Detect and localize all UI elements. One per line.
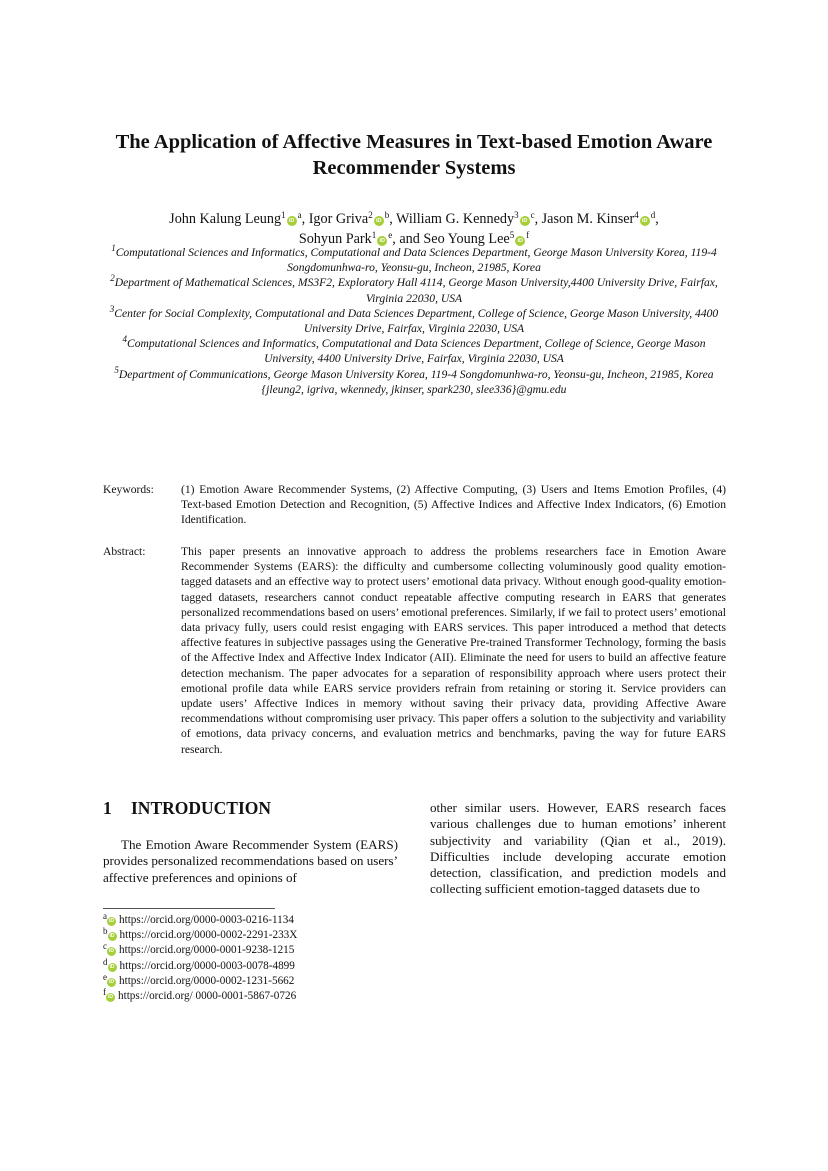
orcid-link[interactable]: https://orcid.org/0000-0003-0078-4899 [119,959,295,972]
orcid-link[interactable]: https://orcid.org/0000-0002-1231-5662 [119,974,295,987]
author [542,211,659,227]
author-list [80,209,748,249]
orcid-icon: iD [109,933,115,940]
footnote-mark: e [388,230,393,240]
orcid-icon[interactable]: iD [287,216,297,226]
footnote-mark: a [297,210,302,220]
abstract-label: Abstract: [103,545,146,558]
author-name: Sohyun Park [298,231,372,247]
footnote-mark: f [526,230,530,240]
affiliation-text: Department of Mathematical Sciences, MS3F2, Exploratory Hall 4114, George Mason University,4400 University Drive, Fairfax, Virginia 22030, USA [114,276,718,305]
abstract-text: This paper presents an innovative approach to address the problems researchers face in Emotion Aware Recommender Systems (EARS): the difficulty and cumbersome collecting voluminously good quality emotion-tagged datasets and an effective way to protect users’ emotional data privacy. Without enough good-quality emotion-tagged datasets, researchers cannot conduct repeatable affective computing research in EARS that generates personalized recommendations based on users’ emotional preferences. Similarly, if we fail to protect users’ emotional data privacy fully, users could resist engaging with EARS services. This paper introduced a method that detects affective features in subjective passages using the Generative Pre-trained Transformer Technology, forming the basis of the Affective Index and Affective Index Indicator (AII). Eliminate the need for users to build an affective feature detection mechanism. The paper advocates for a separation of responsibility approach where users protect their emotional profile data while EARS service providers refrain from retaining or storing it. Service providers can update users’ Affective Indices in memory without saving their privacy data, providing Affective Aware recommendations without compromising user privacy. This paper offers a solution to the subjectivity and variability of emotions, data privacy concerns, and evaluation metrics and benchmarks, paving the way for future EARS research. [181,545,726,756]
orcid-icon: iD [109,963,115,970]
author-separator: , [534,211,542,227]
author-name: Igor Griva [308,211,369,227]
affiliation [98,336,730,366]
author-separator: , and [392,231,424,247]
affiliation [98,275,730,305]
orcid-icon: iD [109,918,114,924]
affiliation-number: 2 [368,210,373,220]
keywords-text: (1) Emotion Aware Recommender Systems, (2) Affective Computing, (3) Users and Items Emotion Profiles, (4) Text-based Emotion Detection and Recognition, (5) Affective Indices and Affective Index Indicators, (6) Emotion Identification. [181,483,726,527]
affiliation-number: 4 [634,210,639,220]
footnote [103,913,297,928]
author-emails: {jleung2, igriva, wkennedy, jkinser, spark230, slee336}@gmu.edu [261,382,567,396]
section-heading [103,798,271,819]
footnote [103,943,297,958]
paper-title: The Application of Affective Measures in Text-based Emotion Aware Recommender Systems [115,131,713,179]
orcid-icon[interactable]: iD [374,216,384,226]
affiliation-text: Computational Sciences and Informatics, Computational and Data Sciences Department, George Mason University Korea, 119-4 Songdomunhwa-ro, Yeonsu-gu, Incheon, 21985, Korea [115,246,717,275]
orcid-icon[interactable]: iD [377,236,387,246]
affiliation-number: 1 [111,243,116,253]
author-separator: , [301,211,309,227]
affiliation-text: Center for Social Complexity, Computational and Data Sciences Department, College of Science, George Mason University, 4400 University Drive, Fairfax, Virginia 22030, USA [114,306,719,336]
footnote-mark: c [530,210,535,220]
orcid-icon: iD [109,978,114,985]
footnote-mark: e [103,971,107,982]
footnote-mark: a [103,911,107,921]
affiliation-number: 1 [371,230,377,240]
author [396,211,542,227]
footnote-mark: d [103,956,108,967]
orcid-link[interactable]: https://orcid.org/0000-0003-0216-1134 [119,914,294,926]
affiliation-list [98,245,730,397]
footnote [103,956,297,974]
affiliation-text: Computational Sciences and Informatics, Computational and Data Sciences Department, College of Science, George Mason University, 4400 University Drive, Fairfax, Virginia 22030, USA [126,337,706,366]
keywords-block [103,482,726,528]
orcid-link[interactable]: https://orcid.org/0000-0001-9238-1215 [119,944,295,957]
keywords-label: Keywords: [103,483,154,496]
orcid-icon[interactable]: iD [515,236,525,246]
abstract-block [103,544,726,757]
orcid-link[interactable]: https://orcid.org/ 0000-0001-5867-0726 [118,990,297,1003]
affiliation-number: 4 [122,334,127,345]
author-separator: , [655,211,659,227]
affiliation [98,303,730,336]
intro-paragraph-right: other similar users. However, EARS research faces various challenges due to human emotions’ inherent subjectivity and variability (Qian et al., 2019). Difficulties include developing accurate emotion detection, classification, and prediction models and collecting sufficient emotion-tagged datasets due to [430,800,726,897]
footnote-mark: d [650,210,656,220]
author [169,211,309,227]
footnote [103,971,297,989]
footnote [103,989,297,1004]
affiliation-text: Department of Communications, George Mason University Korea, 119-4 Songdomunhwa-ro, Yeonsu-gu, Incheon, 21985, Korea [118,367,714,381]
footnote-mark: c [103,941,107,952]
footnote [103,928,297,943]
affiliation-number: 2 [110,273,115,284]
footnote-list [103,913,297,1004]
orcid-icon: iD [108,994,113,1001]
author [309,211,396,227]
author-separator: , [389,211,397,227]
affiliation-number: 3 [109,303,115,314]
orcid-link[interactable]: https://orcid.org/0000-0002-2291-233X [119,929,298,942]
affiliation-number: 3 [514,210,519,220]
affiliation-number: 5 [114,364,119,375]
section-title: INTRODUCTION [131,798,272,818]
footnote-mark: f [103,987,106,998]
affiliation-number: 5 [509,230,515,240]
affiliation [98,245,730,275]
orcid-icon[interactable]: iD [640,216,650,226]
footnote-mark: b [384,210,390,220]
orcid-icon[interactable]: iD [520,216,530,226]
author-name: William G. Kennedy [396,211,515,227]
author-name: Seo Young Lee [423,231,510,247]
affiliation-number: 1 [281,210,286,220]
section-number: 1 [103,798,112,818]
author-name: John Kalung Leung [169,211,282,227]
intro-paragraph-left: The Emotion Aware Recommender System (EARS) provides personalized recommendations based on users’ affective preferences and opinions of [103,837,398,885]
author-name: Jason M. Kinser [541,211,635,227]
orcid-icon: iD [109,948,114,955]
affiliation [98,364,730,382]
footnote-divider [103,908,275,909]
footnote-mark: b [103,926,108,937]
